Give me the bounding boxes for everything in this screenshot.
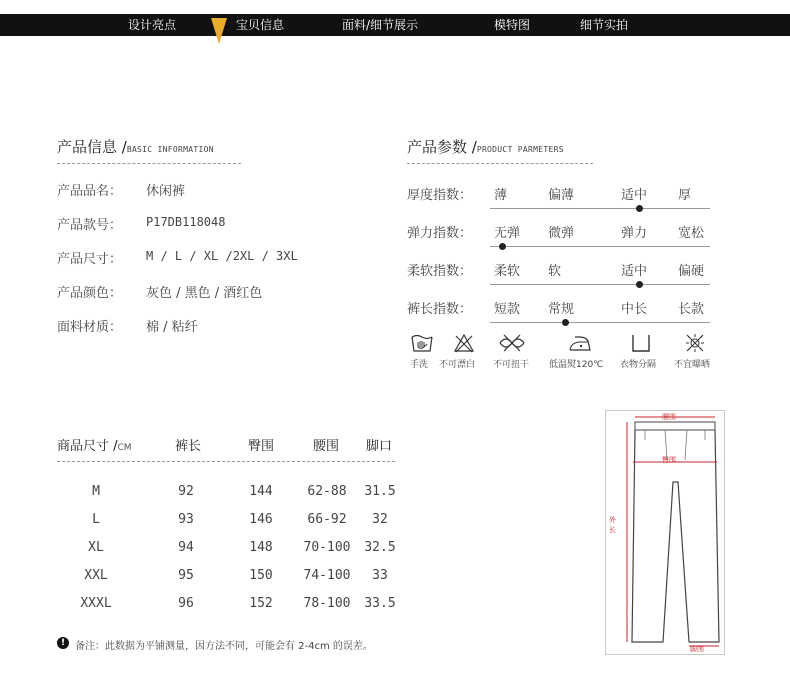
basic-info-value: 休闲裤 xyxy=(146,184,186,199)
nav-detail-photos[interactable]: 细节实拍 xyxy=(580,18,629,32)
size-cell: 95 xyxy=(178,568,194,583)
param-option: 短款 xyxy=(494,302,521,317)
care-label-separate-wash: 衣物分隔 xyxy=(620,360,657,370)
size-cell: 150 xyxy=(249,568,273,583)
care-label-no-sun: 不宜曝晒 xyxy=(674,360,711,370)
basic-info-title: 产品信息 /BASIC INFORMATION xyxy=(57,138,214,156)
size-cell: 92 xyxy=(178,484,194,499)
size-cell: 144 xyxy=(249,484,273,499)
care-label-hand-wash: 手洗 xyxy=(410,360,429,370)
param-option: 中长 xyxy=(621,302,648,317)
nav-model-photos[interactable]: 模特图 xyxy=(494,18,531,32)
measurement-note: 备注：此数据为平铺测量，因方法不同，可能会有 2-4cm 的误差。 xyxy=(75,641,373,652)
param-option: 弹力 xyxy=(621,226,648,241)
iron-icon xyxy=(567,333,593,353)
basic-info-label: 产品品名： xyxy=(57,184,123,199)
product-params-divider xyxy=(407,163,593,164)
size-cell: 94 xyxy=(178,540,194,555)
param-label: 厚度指数： xyxy=(407,188,473,203)
no-bleach-icon xyxy=(453,333,475,353)
nav-product-info[interactable]: 宝贝信息 xyxy=(236,18,285,32)
size-cell: 74-100 xyxy=(303,568,351,583)
size-cell: 33 xyxy=(372,568,388,583)
param-scale-line xyxy=(490,208,710,209)
warning-icon: ! xyxy=(57,637,69,649)
param-option: 偏薄 xyxy=(548,188,575,203)
care-label-iron: 低温熨120℃ xyxy=(549,360,604,370)
basic-info-label: 产品颜色： xyxy=(57,286,123,301)
size-row-label: XL xyxy=(88,540,104,555)
basic-info-value: P17DB118048 xyxy=(146,215,226,229)
size-row-label: XXL xyxy=(84,568,108,583)
size-cell: 93 xyxy=(178,512,194,527)
basic-info-value: 灰色 / 黑色 / 酒红色 xyxy=(146,286,263,301)
length-label: 外长 xyxy=(609,516,616,534)
size-cell: 62-88 xyxy=(307,484,347,499)
basic-info-value: 棉 / 粘纤 xyxy=(146,320,198,335)
param-option: 软 xyxy=(548,264,562,279)
separate-wash-icon xyxy=(630,333,652,353)
basic-info-label: 产品尺寸： xyxy=(57,252,123,267)
size-cell: 146 xyxy=(249,512,273,527)
param-option: 柔软 xyxy=(494,264,521,279)
top-nav xyxy=(0,14,790,36)
param-label: 弹力指数： xyxy=(407,226,473,241)
basic-info-value: M / L / XL /2XL / 3XL xyxy=(146,249,298,263)
size-cell: 32 xyxy=(372,512,388,527)
size-col-length: 裤长 xyxy=(175,439,202,454)
no-wring-icon xyxy=(498,333,526,353)
param-option: 常规 xyxy=(548,302,575,317)
basic-info-divider xyxy=(57,163,241,164)
size-cell: 78-100 xyxy=(303,596,351,611)
size-table-divider xyxy=(57,461,395,462)
param-scale-line xyxy=(490,284,710,285)
size-cell: 32.5 xyxy=(364,540,396,555)
size-row-label: XXXL xyxy=(80,596,112,611)
nav-fabric-details[interactable]: 面料/细节展示 xyxy=(342,18,419,32)
size-cell: 96 xyxy=(178,596,194,611)
size-cell: 33.5 xyxy=(364,596,396,611)
pants-waistband xyxy=(635,422,715,430)
size-table-title: 商品尺寸 /CM xyxy=(57,439,132,454)
hem-label: 脚围 xyxy=(690,645,704,653)
hip-label: 臀围 xyxy=(662,456,676,464)
basic-info-label: 产品款号： xyxy=(57,218,123,233)
param-option: 适中 xyxy=(621,264,648,279)
param-label: 裤长指数： xyxy=(407,302,473,317)
pants-measurement-diagram xyxy=(605,410,725,655)
param-option: 适中 xyxy=(621,188,648,203)
param-option: 宽松 xyxy=(678,226,705,241)
param-option: 偏硬 xyxy=(678,264,705,279)
param-label: 柔软指数： xyxy=(407,264,473,279)
size-row-label: L xyxy=(92,512,100,527)
waist-label: 腰围 xyxy=(662,413,676,421)
size-cell: 148 xyxy=(249,540,273,555)
param-option: 微弹 xyxy=(548,226,575,241)
param-selected-marker xyxy=(636,205,643,212)
param-option: 薄 xyxy=(494,188,508,203)
basic-info-label: 面料材质： xyxy=(57,320,123,335)
size-col-hem: 脚口 xyxy=(366,439,393,454)
param-option: 长款 xyxy=(678,302,705,317)
size-col-hip: 臀围 xyxy=(248,439,275,454)
size-cell: 31.5 xyxy=(364,484,396,499)
care-label-no-bleach: 不可漂白 xyxy=(439,360,476,370)
hand-wash-icon xyxy=(410,333,434,353)
param-scale-line xyxy=(490,246,710,247)
param-option: 无弹 xyxy=(494,226,521,241)
size-cell: 66-92 xyxy=(307,512,347,527)
size-row-label: M xyxy=(92,484,100,499)
param-selected-marker xyxy=(636,281,643,288)
param-option: 厚 xyxy=(678,188,692,203)
size-cell: 152 xyxy=(249,596,273,611)
no-sun-icon xyxy=(684,333,706,353)
product-params-title: 产品参数 /PRODUCT PARMETERS xyxy=(407,138,564,156)
nav-design-highlights[interactable]: 设计亮点 xyxy=(128,18,177,32)
care-label-no-wring: 不可扭干 xyxy=(493,360,530,370)
param-selected-marker xyxy=(562,319,569,326)
param-scale-line xyxy=(490,322,710,323)
size-cell: 70-100 xyxy=(303,540,351,555)
size-col-waist: 腰围 xyxy=(313,439,340,454)
nav-active-marker-icon xyxy=(211,18,227,44)
param-selected-marker xyxy=(499,243,506,250)
